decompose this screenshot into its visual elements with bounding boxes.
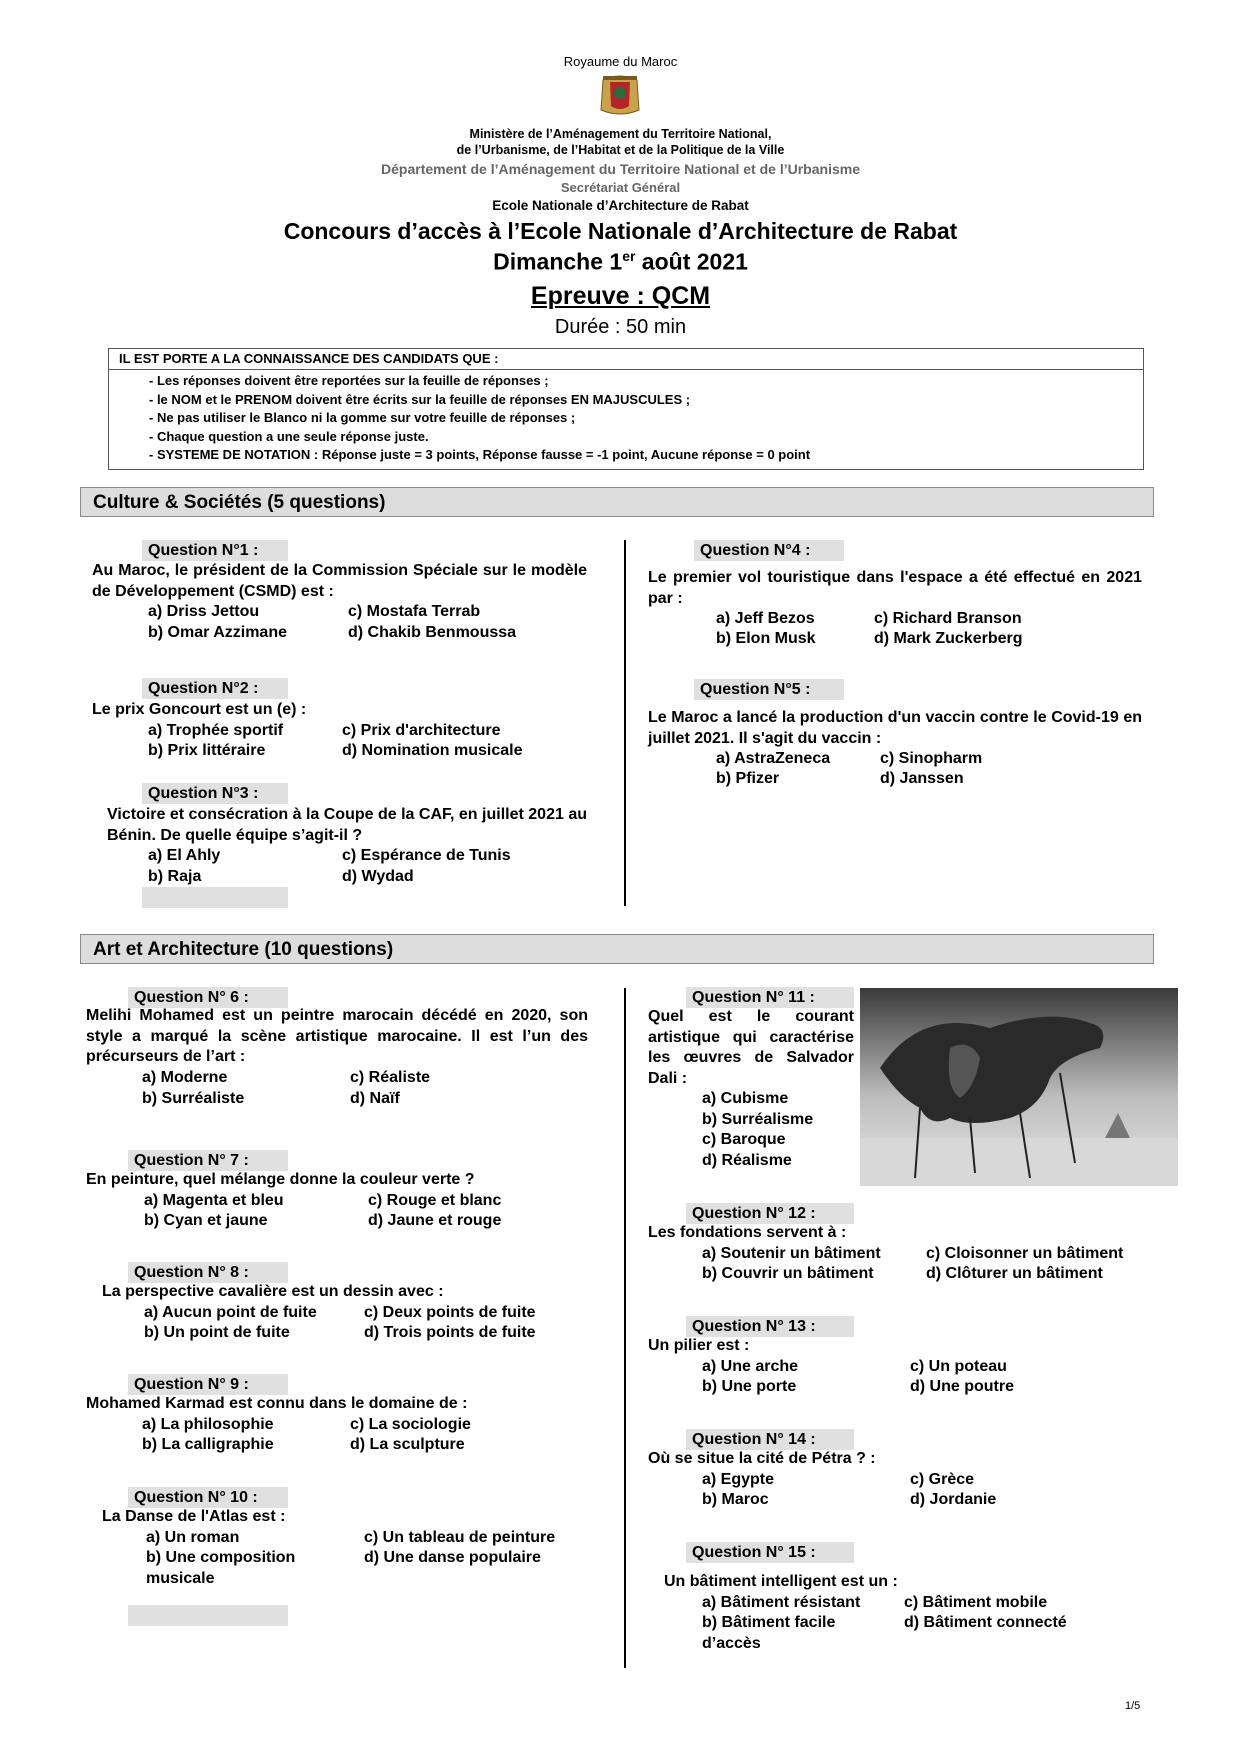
epreuve-title: Epreuve : QCM xyxy=(530,282,711,310)
notice-item: - Les réponses doivent être reportées sur la feuille de réponses ; xyxy=(149,373,549,388)
question-text: En peinture, quel mélange donne la couleur verte ? xyxy=(86,1171,475,1188)
option-c[interactable]: c) Rouge et blanc xyxy=(368,1192,502,1209)
notice-item: - SYSTEME DE NOTATION : Réponse juste = 3 points, Réponse fausse = -1 point, Aucune réponse = 0 point xyxy=(149,447,811,462)
question-text: Où se situe la cité de Pétra ? : xyxy=(648,1450,876,1467)
option-a[interactable]: a) Magenta et bleu xyxy=(144,1192,284,1209)
option-d[interactable]: d) Naïf xyxy=(350,1090,400,1107)
question-label: Question N°1 : xyxy=(142,540,288,561)
option-d[interactable]: d) La sculpture xyxy=(350,1436,465,1453)
option-d[interactable]: d) Mark Zuckerberg xyxy=(874,630,1023,647)
answer-blank-bar xyxy=(128,1605,288,1626)
department-label: Département de l’Aménagement du Territoire National et de l’Urbanisme xyxy=(381,161,860,177)
option-c[interactable]: c) Espérance de Tunis xyxy=(342,847,511,864)
question-label: Question N°5 : xyxy=(694,679,844,700)
option-c[interactable]: c) Grèce xyxy=(910,1471,975,1488)
option-c[interactable]: c) Réaliste xyxy=(350,1069,431,1086)
option-d[interactable]: d) Janssen xyxy=(880,770,964,787)
ministry-line-2: de l’Urbanisme, de l’Habitat et de la Politique de la Ville xyxy=(456,143,785,157)
option-d[interactable]: d) Trois points de fuite xyxy=(364,1324,536,1341)
option-d[interactable]: d) Jordanie xyxy=(910,1491,997,1508)
option-c[interactable]: c) Prix d'architecture xyxy=(342,722,501,739)
notice-item: - le NOM et le PRENOM doivent être écrits sur la feuille de réponses EN MAJUSCULES ; xyxy=(149,391,691,407)
option-b-continued: d’accès xyxy=(702,1635,761,1652)
option-b[interactable]: b) La calligraphie xyxy=(142,1436,274,1453)
option-a[interactable]: a) Egypte xyxy=(702,1471,775,1488)
option-c[interactable]: c) Sinopharm xyxy=(880,750,983,767)
option-a[interactable]: a) Bâtiment résistant xyxy=(702,1594,861,1611)
option-c[interactable]: c) Un poteau xyxy=(910,1358,1007,1375)
answer-blank-bar xyxy=(142,887,288,908)
option-b[interactable]: b) Bâtiment facile xyxy=(702,1614,836,1631)
notice-item: - Chaque question a une seule réponse juste. xyxy=(149,428,429,444)
question-label: Question N° 7 : xyxy=(128,1150,288,1171)
option-a[interactable]: a) AstraZeneca xyxy=(716,750,831,767)
option-b[interactable]: b) Surréaliste xyxy=(142,1090,245,1107)
question-label: Question N° 8 : xyxy=(128,1262,288,1283)
question-text: Melihi Mohamed est un peintre marocain décédé en 2020, son style a marqué la scène artistique marocaine. Il est l’un des précurseurs de l’art : xyxy=(86,1007,588,1065)
option-b[interactable]: b) Une porte xyxy=(702,1378,797,1395)
notice-list xyxy=(109,370,1143,469)
option-d[interactable]: d) Une danse populaire xyxy=(364,1549,541,1566)
option-c[interactable]: c) Un tableau de peinture xyxy=(364,1529,556,1546)
question-text: Victoire et consécration à la Coupe de la CAF, en juillet 2021 au Bénin. De quelle équipe s’agit-il ? xyxy=(107,806,587,844)
question-text: Le premier vol touristique dans l'espace a été effectué en 2021 par : xyxy=(648,569,1142,607)
section-culture: Culture & Sociétés (5 questions) xyxy=(80,487,1154,517)
question-label: Question N° 15 : xyxy=(686,1542,854,1563)
option-a[interactable]: a) Trophée sportif xyxy=(148,722,284,739)
kingdom-label: Royaume du Maroc xyxy=(563,54,678,69)
option-b[interactable]: b) Maroc xyxy=(702,1491,769,1508)
option-c[interactable]: c) La sociologie xyxy=(350,1416,471,1433)
duration-label: Durée : 50 min xyxy=(554,316,687,338)
option-a[interactable]: a) Une arche xyxy=(702,1358,799,1375)
option-a[interactable]: a) El Ahly xyxy=(148,847,221,864)
question-label: Question N°3 : xyxy=(142,783,288,804)
option-d[interactable]: d) Une poutre xyxy=(910,1378,1014,1395)
option-b[interactable]: b) Prix littéraire xyxy=(148,742,266,759)
option-d[interactable]: d) Nomination musicale xyxy=(342,742,523,759)
question-label: Question N°4 : xyxy=(694,540,844,561)
option-d[interactable]: d) Réalisme xyxy=(702,1152,792,1169)
option-d[interactable]: d) Jaune et rouge xyxy=(368,1212,502,1229)
question-text: La Danse de l'Atlas est : xyxy=(102,1508,286,1525)
option-c[interactable]: c) Deux points de fuite xyxy=(364,1304,536,1321)
notice-box xyxy=(108,348,1144,470)
question-label: Question N° 6 : xyxy=(128,987,288,1008)
column-divider xyxy=(624,988,626,1668)
option-a[interactable]: a) Driss Jettou xyxy=(148,603,260,620)
option-b[interactable]: b) Omar Azzimane xyxy=(148,624,287,641)
school-label: Ecole Nationale d’Architecture de Rabat xyxy=(492,198,749,213)
question-text: Le Maroc a lancé la production d'un vaccin contre le Covid-19 en juillet 2021. Il s'agit du vaccin : xyxy=(648,709,1142,747)
option-d[interactable]: d) Wydad xyxy=(342,868,414,885)
option-b[interactable]: b) Couvrir un bâtiment xyxy=(702,1265,874,1282)
option-c[interactable]: c) Baroque xyxy=(702,1131,786,1148)
ministry-line-1: Ministère de l’Aménagement du Territoire National, xyxy=(469,127,772,141)
question-text: Mohamed Karmad est connu dans le domaine de : xyxy=(86,1395,468,1412)
question-text: Un bâtiment intelligent est un : xyxy=(664,1573,898,1590)
option-b-continued: musicale xyxy=(146,1570,215,1587)
question-text: Les fondations servent à : xyxy=(648,1224,847,1241)
option-b[interactable]: b) Surréalisme xyxy=(702,1111,814,1128)
question-label: Question N° 14 : xyxy=(686,1429,854,1450)
question-text: Un pilier est : xyxy=(648,1337,750,1354)
option-a[interactable]: a) Aucun point de fuite xyxy=(144,1304,317,1321)
question-label: Question N° 10 : xyxy=(128,1487,288,1508)
option-a[interactable]: a) La philosophie xyxy=(142,1416,274,1433)
question-label: Question N° 13 : xyxy=(686,1316,854,1337)
dali-painting-image xyxy=(860,988,1178,1186)
option-c[interactable]: c) Bâtiment mobile xyxy=(904,1594,1048,1611)
concours-title: Concours d’accès à l’Ecole Nationale d’Architecture de Rabat xyxy=(283,218,958,244)
question-label: Question N°2 : xyxy=(142,678,288,699)
page-number: 1/5 xyxy=(1125,1700,1141,1712)
notice-head: IL EST PORTE A LA CONNAISSANCE DES CANDIDATS QUE : xyxy=(109,349,1143,370)
question-label: Question N° 9 : xyxy=(128,1374,288,1395)
option-a[interactable]: a) Jeff Bezos xyxy=(716,610,815,627)
question-text: La perspective cavalière est un dessin avec : xyxy=(102,1283,444,1300)
question-text: Le prix Goncourt est un (e) : xyxy=(92,701,307,718)
option-d[interactable]: d) Chakib Benmoussa xyxy=(348,624,517,641)
question-text: Quel est le courant artistique qui caractérise les œuvres de Salvador Dali : xyxy=(648,1008,854,1087)
coat-of-arms-logo xyxy=(595,70,645,120)
option-b[interactable]: b) Un point de fuite xyxy=(144,1324,290,1341)
option-b[interactable]: b) Elon Musk xyxy=(716,630,816,647)
option-b[interactable]: b) Cyan et jaune xyxy=(144,1212,268,1229)
question-label: Question N° 12 : xyxy=(686,1203,854,1224)
question-label: Question N° 11 : xyxy=(686,987,854,1008)
option-b[interactable]: b) Pfizer xyxy=(716,770,780,787)
option-c[interactable]: c) Richard Branson xyxy=(874,610,1022,627)
option-a[interactable]: a) Moderne xyxy=(142,1069,228,1086)
option-a[interactable]: a) Soutenir un bâtiment xyxy=(702,1245,881,1262)
option-b[interactable]: b) Une composition xyxy=(146,1549,296,1566)
option-c[interactable]: c) Cloisonner un bâtiment xyxy=(926,1245,1124,1262)
secretariat-label: Secrétariat Général xyxy=(560,180,681,195)
option-d[interactable]: d) Clôturer un bâtiment xyxy=(926,1265,1103,1282)
notice-item: - Ne pas utiliser le Blanco ni la gomme sur votre feuille de réponses ; xyxy=(149,410,576,425)
exam-date: Dimanche 1er août 2021 xyxy=(493,248,748,275)
section-art: Art et Architecture (10 questions) xyxy=(80,934,1154,964)
question-text: Au Maroc, le président de la Commission Spéciale sur le modèle de Développement (CSMD) est : xyxy=(92,562,587,600)
option-a[interactable]: a) Un roman xyxy=(146,1529,240,1546)
option-c[interactable]: c) Mostafa Terrab xyxy=(348,603,481,620)
option-a[interactable]: a) Cubisme xyxy=(702,1090,789,1107)
column-divider xyxy=(624,540,626,906)
option-d[interactable]: d) Bâtiment connecté xyxy=(904,1614,1067,1631)
option-b[interactable]: b) Raja xyxy=(148,868,202,885)
